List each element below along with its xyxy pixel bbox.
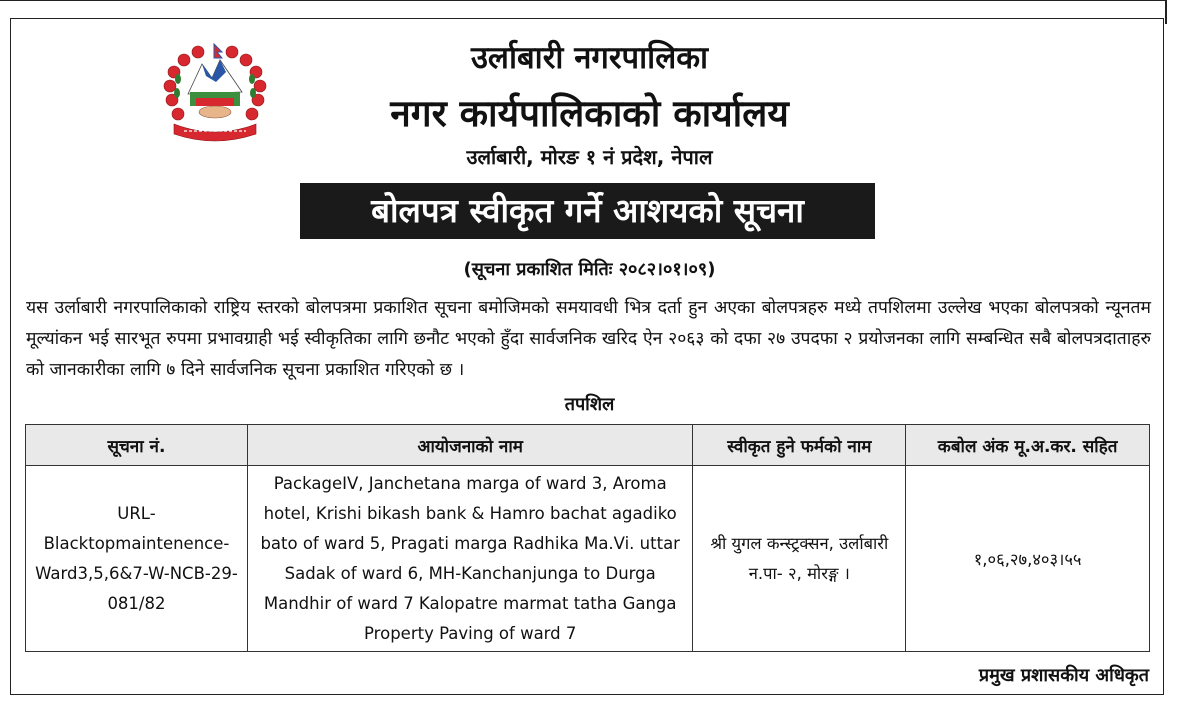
right-rule: [1165, 0, 1167, 24]
details-heading: तपशिल: [564, 394, 615, 415]
municipality-name: उर्लाबारी नगरपालिका: [470, 40, 709, 76]
table-header-row: [26, 425, 1150, 466]
office-address: उर्लाबारी, मोरङ १ नं प्रदेश, नेपाल: [466, 145, 713, 169]
col-header-project: आयोजनाको नाम: [247, 425, 693, 466]
notice-title-banner: बोलपत्र स्वीकृत गर्ने आशयको सूचना: [300, 183, 875, 239]
col-header-amount: कबोल अंक मू.अ.कर. सहित: [906, 425, 1150, 466]
signatory-title: प्रमुख प्रशासकीय अधिकृत: [978, 665, 1149, 686]
cell-amount: १,०६,२७,४०३।५५: [906, 466, 1150, 652]
top-rule: [0, 0, 1166, 1]
office-name: नगर कार्यपालिकाको कार्यालय: [390, 92, 789, 135]
col-header-firm: स्वीकृत हुने फर्मको नाम: [693, 425, 906, 466]
cell-project: PackageIV, Janchetana marga of ward 3, Aroma hotel, Krishi bikash bank & Hamro bachat agadiko bato of ward 5, Pragati marga Radhika Ma.Vi. uttar Sadak of ward 6, MH-Kanchanjunga to Durga Mandhir of ward 7 Kalopatre marmat tatha Ganga Property Paving of ward 7: [247, 466, 693, 652]
cell-notice-no: URL-Blacktopmaintenence-Ward3,5,6&7-W-NCB-29-081/82: [26, 466, 248, 652]
table-row: [26, 466, 1150, 652]
tender-table: [25, 424, 1150, 652]
cell-firm: श्री युगल कन्स्ट्रक्सन, उर्लाबारी न.पा- २, मोरङ्ग ।: [693, 466, 906, 652]
notice-body: यस उर्लाबारी नगरपालिकाको राष्ट्रिय स्तरको बोलपत्रमा प्रकाशित सूचना बमोजिमको समयावधी भित्र दर्ता हुन अएका बोलपत्रहरु मध्ये तपशिलमा उल्लेख भएका बोलपत्रको न्यूनतम मूल्यांकन भई सारभूत रुपमा प्रभावग्राही भई स्वीकृतिका लागि छनौट भएको हुँदा सार्वजनिक खरिद ऐन २०६३ को दफा २७ उपदफा २ प्रयोजनका लागि सम्बन्धित सबै बोलपत्रदाताहरु को जानकारीका लागि ७ दिने सार्वजनिक सूचना प्रकाशित गरिएको छ ।: [26, 298, 1151, 380]
col-header-notice-no: सूचना नं.: [26, 425, 248, 466]
published-date: (सूचना प्रकाशित मितिः २०८२।०१।०९): [463, 259, 716, 280]
